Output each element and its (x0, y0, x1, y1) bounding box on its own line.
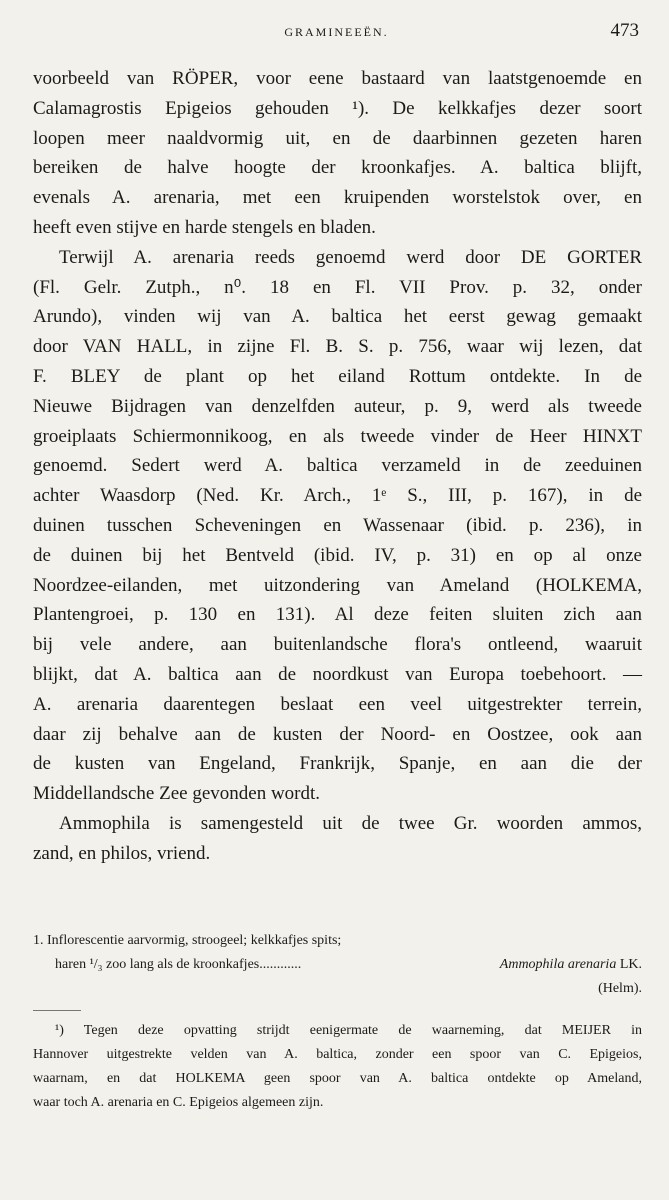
text-line: de kusten van Engeland, Frankrijk, Spanje, en aan die der (33, 753, 642, 775)
text-line: door VAN HALL, in zijne Fl. B. S. p. 756, waar wij lezen, dat (33, 336, 642, 358)
text-line: Noordzee-eilanden, met uitzondering van Ameland (HOLKEMA, (33, 574, 642, 596)
text-line: blijkt, dat A. baltica aan de noordkust van Europa toebehoort. — (33, 663, 642, 685)
text-line: evenals A. arenaria, met een kruipenden worstelstok over, en (33, 187, 642, 209)
text-line: Nieuwe Bijdragen van denzelfden auteur, p. 9, werd als tweede (33, 395, 642, 417)
body-text (33, 64, 642, 869)
key-species-author: LK. (619, 957, 642, 972)
text-line: heeft even stijve en harde stengels en bladen. (33, 216, 376, 238)
text-line: loopen meer naaldvormig uit, en de daarbinnen gezeten haren (33, 127, 642, 149)
text-line: genoemd. Sedert werd A. baltica verzameld in de zeeduinen (33, 455, 642, 477)
text-line: de duinen bij het Bentveld (ibid. IV, p. 31) en op al onze (33, 544, 642, 566)
text-line: zand, en philos, vriend. (33, 842, 211, 864)
text-line: (Fl. Gelr. Zutph., n⁰. 18 en Fl. VII Prov. p. 32, onder (33, 276, 642, 298)
text-line: Arundo), vinden wij van A. baltica het eerst gewag gemaakt (33, 306, 642, 328)
key-line-text: haren ¹/₃ zoo lang als de kroonkafjes............ (55, 957, 302, 972)
identification-key (33, 929, 642, 1001)
text-line: Plantengroei, p. 130 en 131). Al deze feiten sluiten zich aan (33, 604, 642, 626)
key-species (500, 953, 642, 977)
footnote-line: Hannover uitgestrekte velden van A. baltica, zonder een spoor van C. Epigeios, (33, 1047, 642, 1062)
text-line: voorbeeld van RÖPER, voor eene bastaard van laatstgenoemde en (33, 68, 642, 89)
running-head-title: GRAMINEEËN. (284, 25, 389, 39)
text-line: Middellandsche Zee gevonden wordt. (33, 783, 321, 805)
text-line: achter Waasdorp (Ned. Kr. Arch., 1ᵉ S., III, p. 167), in de (33, 485, 642, 507)
text-line: F. BLEY de plant op het eiland Rottum ontdekte. In de (33, 365, 642, 387)
text-line: groeiplaats Schiermonnikoog, en als tweede vinder de Heer HINXT (33, 425, 642, 447)
key-line (33, 953, 642, 977)
key-species-name: Ammophila arenaria (499, 957, 617, 972)
running-head (34, 20, 639, 44)
page-number: 473 (610, 20, 639, 41)
footnote-line: waar toch A. arenaria en C. Epigeios algemeen zijn. (33, 1095, 324, 1110)
text-line: Calamagrostis Epigeios gehouden ¹). De kelkkafjes dezer soort (33, 97, 642, 119)
footnote-rule (33, 1010, 81, 1011)
text-line: Terwijl A. arenaria reeds genoemd werd door DE GORTER (59, 246, 642, 268)
footnotes (33, 1019, 642, 1115)
text-line: Ammophila is samengesteld uit de twee Gr. woorden ammos, (59, 812, 642, 834)
key-common-name: (Helm). (598, 981, 642, 996)
footnote-line: waarnam, en dat HOLKEMA geen spoor van A. baltica ontdekte op Ameland, (33, 1071, 642, 1086)
text-line: A. arenaria daarentegen beslaat een veel uitgestrekter terrein, (33, 693, 642, 715)
text-line: bij vele andere, aan buitenlandsche flora's ontleend, waaruit (33, 634, 642, 656)
key-line: 1. Inflorescentie aarvormig, stroogeel; kelkkafjes spits; (33, 933, 342, 948)
text-line: daar zij behalve aan de kusten der Noord- en Oostzee, ook aan (33, 723, 642, 745)
text-line: duinen tusschen Scheveningen en Wassenaar (ibid. p. 236), in (33, 514, 642, 536)
text-line: bereiken de halve hoogte der kroonkafjes. A. baltica blijft, (33, 157, 642, 179)
footnote-line: ¹) Tegen deze opvatting strijdt eenigermate de waarneming, dat MEIJER in (55, 1023, 642, 1038)
